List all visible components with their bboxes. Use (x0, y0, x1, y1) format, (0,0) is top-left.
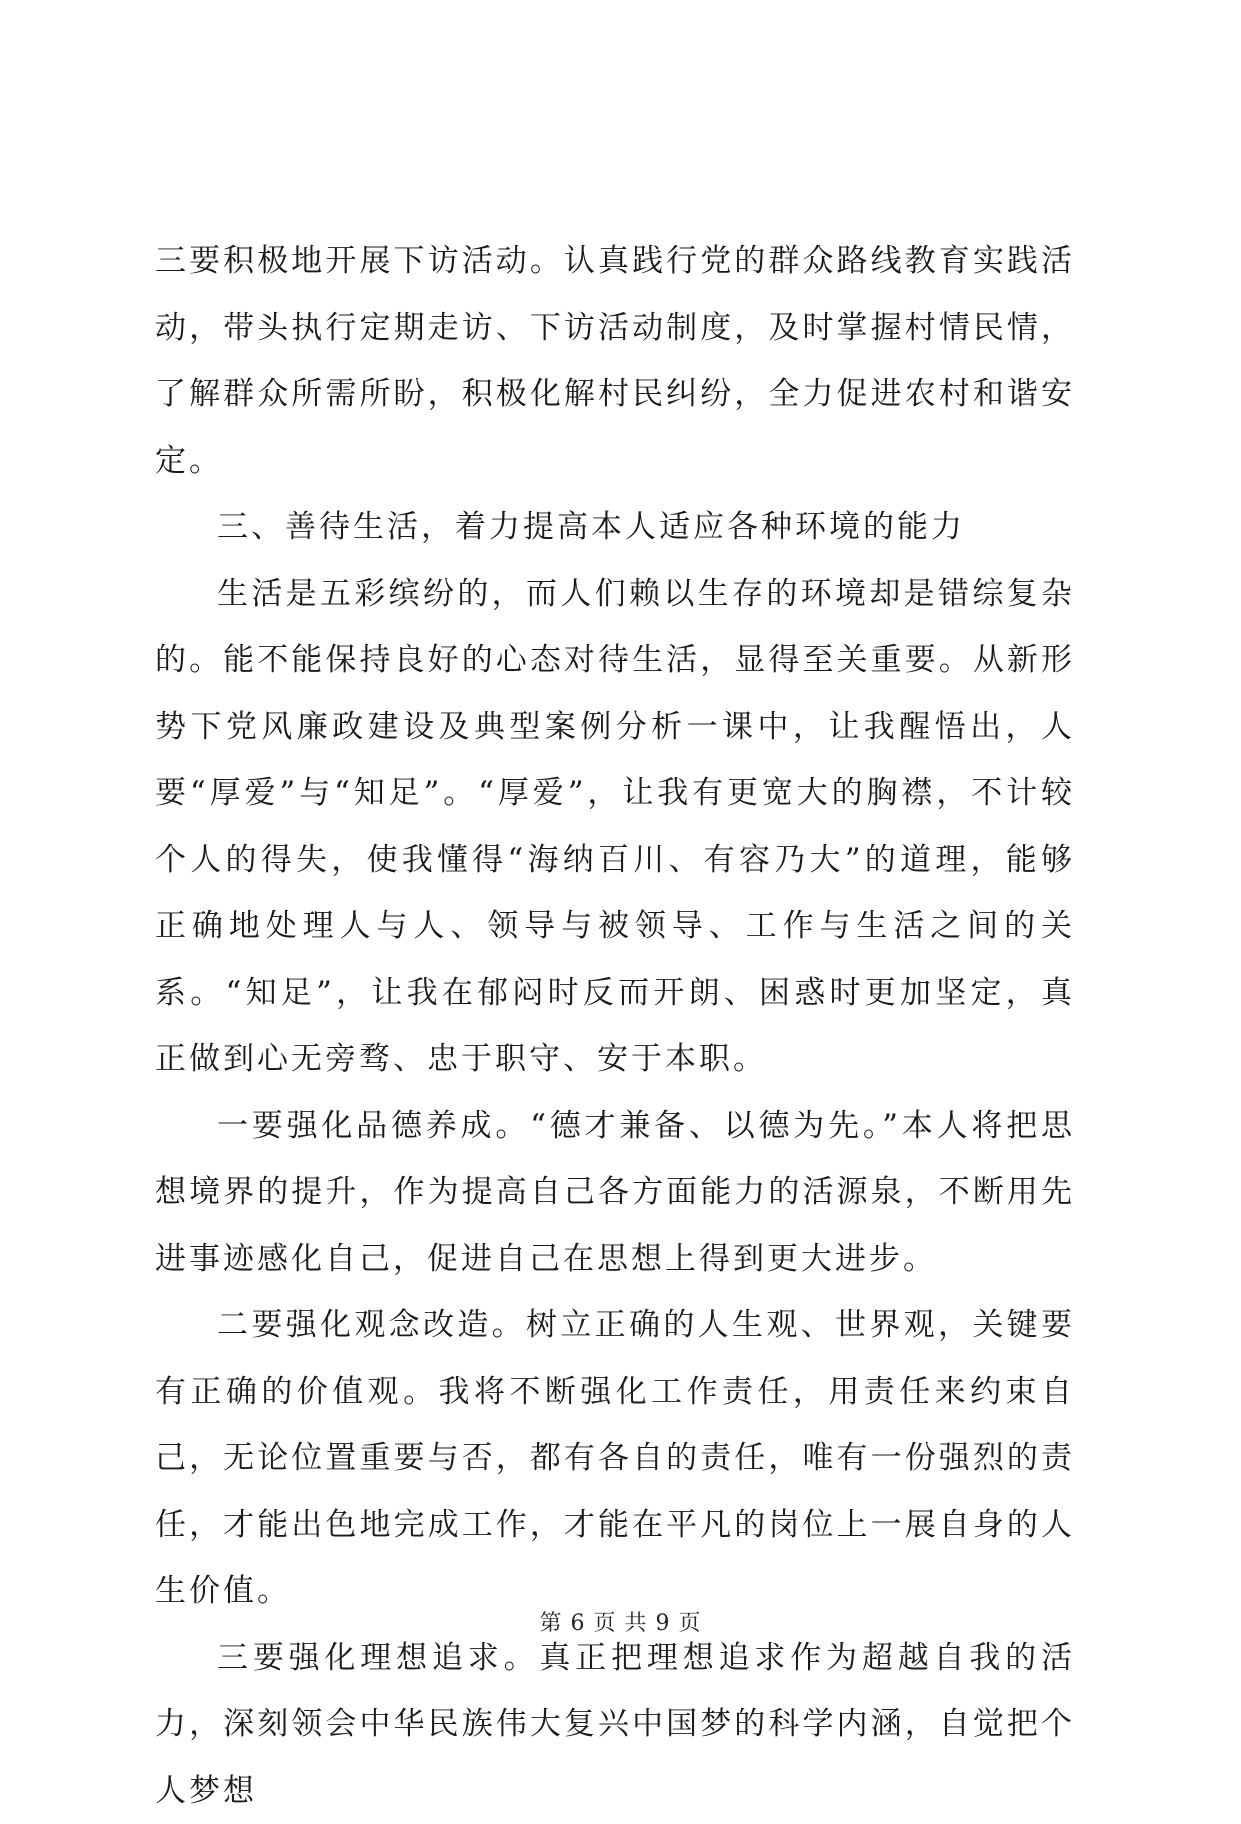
document-body (155, 228, 1075, 1824)
paragraph-moral-cultivation: 一要强化品德养成。“德才兼备、以德为先。”本人将把思想境界的提升，作为提高自己各方面能力的活源泉，不断用先进事迹感化自己，促进自己在思想上得到更大进步。 (155, 1093, 1075, 1293)
paragraph-visit-activities: 三要积极地开展下访活动。认真践行党的群众路线教育实践活动，带头执行定期走访、下访活动制度，及时掌握村情民情，了解群众所需所盼，积极化解村民纠纷，全力促进农村和谐安定。 (155, 228, 1075, 494)
paragraph-concept-reform: 二要强化观念改造。树立正确的人生观、世界观，关键要有正确的价值观。我将不断强化工作责任，用责任来约束自己，无论位置重要与否，都有各自的责任，唯有一份强烈的责任，才能出色地完成工作，才能在平凡的岗位上一展自身的人生价值。 (155, 1292, 1075, 1625)
paragraph-life-attitude: 生活是五彩缤纷的，而人们赖以生存的环境却是错综复杂的。能不能保持良好的心态对待生活，显得至关重要。从新形势下党风廉政建设及典型案例分析一课中，让我醒悟出，人要“厚爱”与“知足”。“厚爱”，让我有更宽大的胸襟，不计较个人的得失，使我懂得“海纳百川、有容乃大”的道理，能够正确地处理人与人、领导与被领导、工作与生活之间的关系。“知足”，让我在郁闷时反而开朗、困惑时更加坚定，真正做到心无旁骛、忠于职守、安于本职。 (155, 561, 1075, 1093)
section-heading-three: 三、善待生活，着力提高本人适应各种环境的能力 (155, 494, 1075, 561)
page-number-footer: 第 6 页 共 9 页 (0, 1606, 1241, 1637)
paragraph-ideal-pursuit: 三要强化理想追求。真正把理想追求作为超越自我的活力，深刻领会中华民族伟大复兴中国梦的科学内涵，自觉把个人梦想 (155, 1625, 1075, 1824)
